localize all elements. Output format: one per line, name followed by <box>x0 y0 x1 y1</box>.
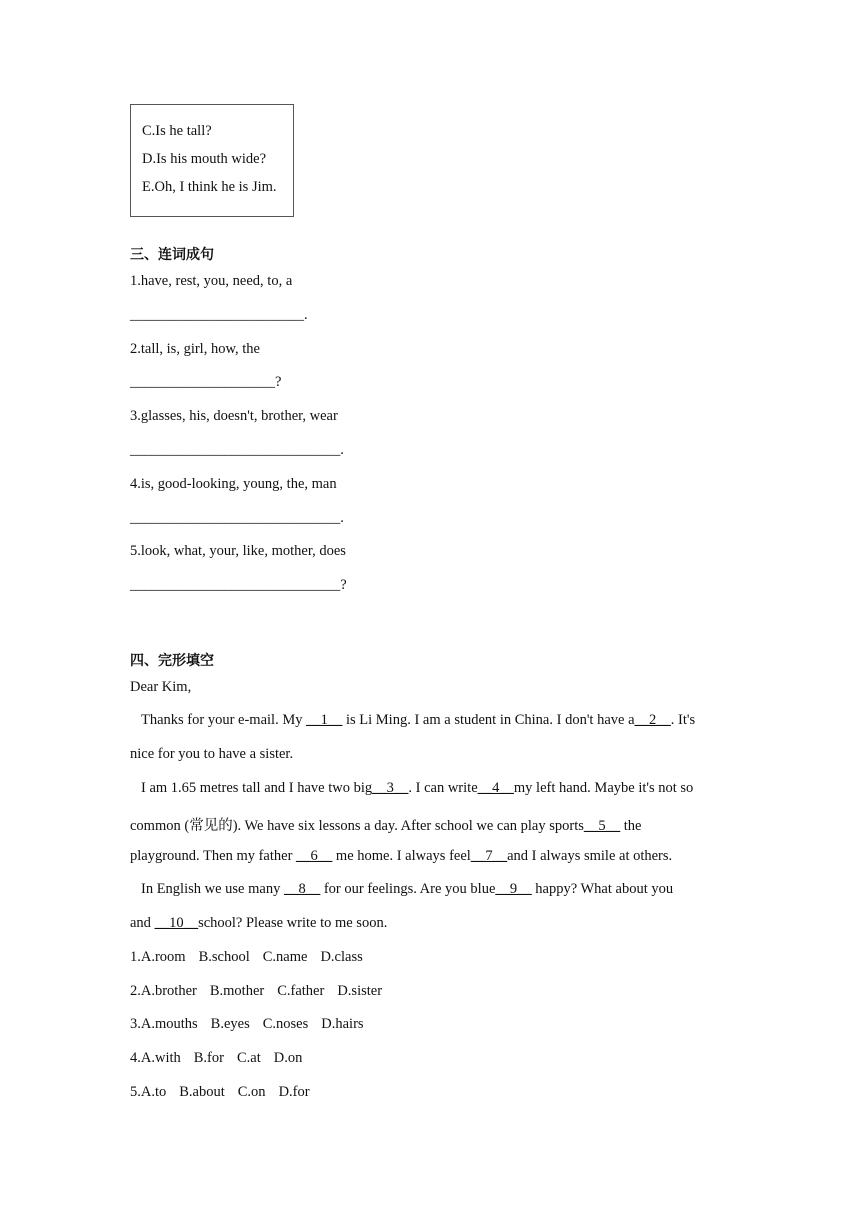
passage-line <box>141 881 673 898</box>
choice-row-5 <box>130 1084 323 1101</box>
blank-1: __1__ <box>306 712 343 728</box>
passage-text: me home. I always feel <box>332 848 471 864</box>
choice-b: B.school <box>198 949 250 965</box>
option-e: E.Oh, I think he is Jim. <box>142 179 277 195</box>
passage-text: In English we use many <box>141 881 284 897</box>
s3-item3-answer-line: _____________________________. <box>130 442 344 458</box>
choice-c: C.at <box>236 1050 261 1066</box>
choice-a: 2.A.brother <box>130 983 197 999</box>
passage-line: nice for you to have a sister. <box>130 746 294 762</box>
blank-6: __6__ <box>296 848 333 864</box>
s3-item5-answer-line: _____________________________? <box>130 577 347 593</box>
s3-item1-answer-line: ________________________. <box>130 307 308 323</box>
passage-text: happy? What about you <box>531 881 674 897</box>
s3-item4-prompt: 4.is, good-looking, young, the, man <box>130 476 337 492</box>
s3-item2-answer-line: ____________________? <box>130 374 282 390</box>
choice-b: B.about <box>179 1084 225 1100</box>
passage-text: is Li Ming. I am a student in China. I don't have a <box>342 712 635 728</box>
section3-heading: 三、连词成句 <box>130 247 214 263</box>
passage-text: my left hand. Maybe it's not so <box>513 780 694 796</box>
option-c: C.Is he tall? <box>142 123 212 139</box>
passage-line <box>130 915 387 932</box>
choice-a: 1.A.room <box>130 949 186 965</box>
s3-item5-prompt: 5.look, what, your, like, mother, does <box>130 543 346 559</box>
passage-text: the <box>620 818 642 834</box>
passage-line <box>130 848 672 865</box>
passage-text: . I can write <box>408 780 478 796</box>
section4-heading: 四、完形填空 <box>130 653 214 669</box>
s3-item2-prompt: 2.tall, is, girl, how, the <box>130 341 260 357</box>
blank-5: __5__ <box>583 818 621 834</box>
blank-7: __7__ <box>470 848 508 864</box>
passage-text: for our feelings. Are you blue <box>320 881 496 897</box>
passage-text: school? Please write to me soon. <box>198 915 388 931</box>
passage-text: Thanks for your e-mail. My <box>141 712 307 728</box>
choice-c: C.noses <box>262 1016 309 1032</box>
blank-8: __8__ <box>283 881 321 897</box>
choice-b: B.mother <box>209 983 265 999</box>
passage-text: playground. Then my father <box>130 848 297 864</box>
passage-text: and I always smile at others. <box>507 848 673 864</box>
matching-options-box <box>130 104 294 217</box>
choice-b: B.eyes <box>210 1016 250 1032</box>
choice-row-3 <box>130 1016 377 1033</box>
choice-d: D.class <box>320 949 363 965</box>
choice-c: C.on <box>237 1084 266 1100</box>
choice-a: 4.A.with <box>130 1050 181 1066</box>
choice-b: B.for <box>193 1050 224 1066</box>
blank-2: __2__ <box>634 712 671 728</box>
choice-d: D.for <box>278 1084 310 1100</box>
choice-d: D.on <box>273 1050 303 1066</box>
blank-10: __10__ <box>154 915 199 931</box>
choice-row-1 <box>130 949 376 966</box>
passage-line <box>141 712 695 729</box>
choice-c: C.name <box>262 949 308 965</box>
passage-text: I am 1.65 metres tall and I have two big <box>141 780 373 796</box>
option-d: D.Is his mouth wide? <box>142 151 267 167</box>
letter-salutation: Dear Kim, <box>130 679 192 695</box>
choice-a: 3.A.mouths <box>130 1016 198 1032</box>
passage-line <box>130 814 641 835</box>
choice-d: D.sister <box>337 983 383 999</box>
blank-3: __3__ <box>372 780 409 796</box>
blank-4: __4__ <box>477 780 514 796</box>
choice-c: C.father <box>277 983 325 999</box>
choice-a: 5.A.to <box>130 1084 167 1100</box>
passage-text: . It's <box>670 712 696 728</box>
choice-row-4 <box>130 1050 315 1067</box>
passage-line <box>141 780 693 797</box>
choice-row-2 <box>130 983 395 1000</box>
choice-d: D.hairs <box>321 1016 364 1032</box>
s3-item3-prompt: 3.glasses, his, doesn't, brother, wear <box>130 408 338 424</box>
blank-9: __9__ <box>495 881 532 897</box>
s3-item4-answer-line: _____________________________. <box>130 510 344 526</box>
s3-item1-prompt: 1.have, rest, you, need, to, a <box>130 273 293 289</box>
passage-text: common (常见的). We have six lessons a day. After school we can play sports <box>130 818 584 834</box>
passage-text: and <box>130 915 155 931</box>
